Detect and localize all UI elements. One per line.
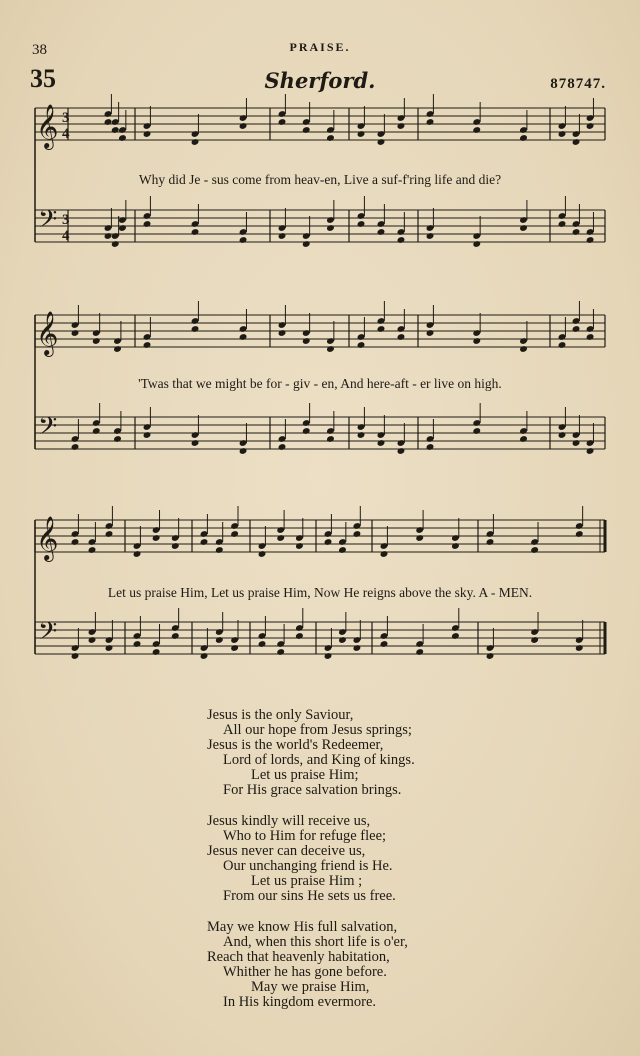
verse-1	[207, 708, 415, 798]
note-head	[239, 122, 248, 130]
note-head	[143, 130, 152, 138]
verse-line: Jesus is the only Saviour,	[207, 707, 354, 723]
bass-clef-icon: 𝄢	[38, 412, 58, 447]
verse-line: Let us praise Him ;	[251, 873, 363, 889]
note-head	[200, 652, 209, 660]
time-signature: 3	[62, 212, 70, 228]
note-head	[357, 220, 366, 228]
treble-clef-icon: 𝄞	[36, 311, 59, 355]
note-head	[302, 240, 311, 248]
bass-clef-icon: 𝄢	[38, 205, 58, 240]
note-head	[133, 640, 142, 648]
note-head	[338, 636, 347, 644]
note-head	[415, 648, 424, 656]
note-head	[326, 224, 335, 232]
note-head	[302, 337, 311, 345]
note-head	[133, 550, 142, 558]
note-head	[171, 632, 180, 640]
verse-line: And, when this short life is o'er,	[223, 934, 408, 950]
lyric-line-1: Why did Je - sus come from heav-en, Live a suf-f'ring life and die?	[138, 172, 502, 187]
note-head	[71, 443, 80, 451]
note-head	[558, 341, 567, 349]
note-head	[377, 138, 386, 146]
note-head	[295, 542, 304, 550]
note-head	[426, 232, 435, 240]
verse-line: Lord of lords, and King of kings.	[223, 752, 415, 768]
note-head	[230, 530, 239, 538]
note-head	[302, 126, 311, 134]
note-head	[118, 224, 127, 232]
note-head	[377, 325, 386, 333]
page-number: 38	[32, 42, 47, 58]
note-head	[230, 644, 239, 652]
note-head	[191, 325, 200, 333]
treble-clef-icon: 𝄞	[36, 104, 59, 148]
note-head	[530, 546, 539, 554]
note-head	[71, 652, 80, 660]
verse-line: Jesus kindly will receive us,	[207, 813, 371, 829]
note-head	[71, 329, 80, 337]
note-head	[572, 439, 581, 447]
note-head	[558, 130, 567, 138]
note-head	[486, 652, 495, 660]
note-head	[380, 640, 389, 648]
note-head	[324, 652, 333, 660]
note-head	[519, 134, 528, 142]
verse-line: Reach that heavenly habitation,	[207, 949, 390, 965]
note-head	[472, 126, 481, 134]
note-head	[215, 546, 224, 554]
note-head	[426, 329, 435, 337]
note-head	[258, 640, 267, 648]
note-head	[171, 542, 180, 550]
verses	[207, 708, 415, 1026]
note-head	[377, 439, 386, 447]
note-head	[426, 118, 435, 126]
note-head	[357, 130, 366, 138]
hymn-number: 35	[30, 64, 56, 93]
time-signature: 4	[62, 228, 70, 244]
note-head	[586, 333, 595, 341]
note-head	[152, 648, 161, 656]
verse-line: All our hope from Jesus springs;	[223, 722, 412, 738]
note-head	[326, 345, 335, 353]
time-signature: 3	[62, 110, 70, 126]
verse-2	[207, 814, 415, 904]
verse-line: Whither he has gone before.	[223, 964, 387, 980]
note-head	[200, 538, 209, 546]
note-head	[326, 134, 335, 142]
note-head	[113, 345, 122, 353]
note-head	[258, 550, 267, 558]
time-signature: 4	[62, 126, 70, 142]
note-head	[278, 118, 287, 126]
bass-clef-icon: 𝄢	[38, 617, 58, 652]
note-head	[426, 443, 435, 451]
note-head	[88, 546, 97, 554]
note-head	[572, 138, 581, 146]
note-head	[572, 228, 581, 236]
verse-line: Jesus never can deceive us,	[207, 843, 366, 859]
section-title: PRAISE.	[289, 40, 351, 54]
note-head	[519, 345, 528, 353]
note-head	[558, 220, 567, 228]
note-head	[397, 447, 406, 455]
note-head	[143, 220, 152, 228]
note-head	[105, 530, 114, 538]
note-head	[586, 236, 595, 244]
note-head	[353, 644, 362, 652]
note-head	[111, 126, 120, 134]
note-head	[191, 228, 200, 236]
verse-line: Let us praise Him;	[251, 767, 359, 783]
note-head	[575, 530, 584, 538]
note-head	[191, 138, 200, 146]
note-head	[105, 644, 114, 652]
note-head	[357, 341, 366, 349]
note-head	[586, 447, 595, 455]
note-head	[530, 636, 539, 644]
note-head	[111, 240, 120, 248]
verse-line: Jesus is the world's Redeemer,	[207, 737, 384, 753]
verse-line: In His kingdom evermore.	[223, 994, 377, 1010]
note-head	[472, 240, 481, 248]
note-head	[104, 118, 113, 126]
note-head	[152, 534, 161, 542]
lyric-line-2: 'Twas that we might be for - giv - en, And here-aft - er live on high.	[138, 376, 502, 391]
hymn-meter: 878747.	[550, 76, 606, 92]
note-head	[118, 134, 127, 142]
note-head	[397, 122, 406, 130]
note-head	[326, 435, 335, 443]
note-head	[324, 538, 333, 546]
note-head	[143, 431, 152, 439]
note-head	[92, 337, 101, 345]
note-head	[92, 427, 101, 435]
note-head	[113, 435, 122, 443]
note-head	[415, 534, 424, 542]
note-head	[586, 122, 595, 130]
note-head	[377, 228, 386, 236]
verse-line: Our unchanging friend is He.	[223, 858, 393, 874]
note-head	[88, 636, 97, 644]
note-head	[572, 325, 581, 333]
note-head	[380, 550, 389, 558]
note-head	[104, 232, 113, 240]
note-head	[338, 546, 347, 554]
note-head	[558, 431, 567, 439]
note-head	[239, 333, 248, 341]
note-head	[191, 439, 200, 447]
note-head	[353, 530, 362, 538]
verse-line: May we know His full salvation,	[207, 919, 398, 935]
note-head	[71, 538, 80, 546]
note-head	[486, 538, 495, 546]
note-head	[472, 427, 481, 435]
note-head	[519, 435, 528, 443]
tune-name: Sherford.	[264, 68, 376, 93]
verse-line: Who to Him for refuge flee;	[223, 828, 387, 844]
note-head	[451, 632, 460, 640]
note-head	[302, 427, 311, 435]
treble-clef-icon: 𝄞	[36, 516, 59, 560]
note-head	[519, 224, 528, 232]
note-head	[215, 636, 224, 644]
note-head	[278, 443, 287, 451]
verse-3	[207, 920, 415, 1010]
note-head	[397, 236, 406, 244]
verse-line: May we praise Him,	[251, 979, 370, 995]
verse-line: From our sins He sets us free.	[223, 888, 396, 904]
verse-line: For His grace salvation brings.	[223, 782, 402, 798]
note-head	[295, 632, 304, 640]
note-head	[143, 341, 152, 349]
note-head	[239, 236, 248, 244]
note-head	[397, 333, 406, 341]
note-head	[472, 337, 481, 345]
note-head	[239, 447, 248, 455]
note-head	[276, 534, 285, 542]
note-head	[575, 644, 584, 652]
note-head	[278, 232, 287, 240]
note-head	[357, 431, 366, 439]
note-head	[278, 329, 287, 337]
lyric-line-3: Let us praise Him, Let us praise Him, Now He reigns above the sky. A - MEN.	[107, 585, 533, 600]
note-head	[276, 648, 285, 656]
note-head	[451, 542, 460, 550]
